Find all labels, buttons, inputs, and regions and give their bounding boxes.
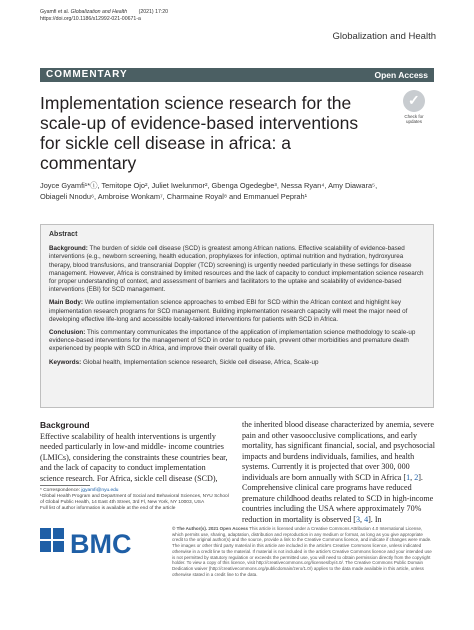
abstract-conclusion-label: Conclusion: xyxy=(49,329,86,337)
correspondence-email[interactable]: jgyamfi@nyu.edu xyxy=(81,488,119,493)
abstract-background xyxy=(49,245,425,294)
abstract-box xyxy=(40,224,434,408)
check-updates-icon xyxy=(403,90,425,112)
license-notice xyxy=(172,526,434,577)
bmc-logo xyxy=(40,522,152,562)
body-left-text: Effective scalability of health interventions is urgently needed particularly in low-and middle- income countries (LMICs), considering the constraints these countries bear, and the lack of capacity to conduct implementation science research. For Africa, sickle cell disease (SCD), xyxy=(40,431,228,483)
body-left-column xyxy=(40,420,230,484)
affiliation: ¹Global Health Program and Department of Social and Behavioral Sciences, NYU School of Global Public Health, 14 East 4th Street, 3rd Fl, New York, NY 10003, USA xyxy=(40,494,229,505)
citation-authors: Gyamfi et al. xyxy=(40,9,70,15)
abstract-mainbody-label: Main Body: xyxy=(49,299,83,307)
footnote-divider xyxy=(40,485,90,486)
check-updates-line1: Check for xyxy=(404,114,424,119)
keywords-label: Keywords: xyxy=(49,358,82,366)
abstract-conclusion xyxy=(49,329,425,354)
citation-link-3[interactable]: 3 xyxy=(355,514,361,524)
journal-short: Globalization and Health xyxy=(70,9,128,15)
article-type-banner xyxy=(40,68,434,82)
check-for-updates-button[interactable] xyxy=(398,90,430,124)
license-text: This article is licensed under a Creative Commons Attribution 4.0 International License, which permits use, sharing, adaptation, distribution and reproduction in any medium or format, as long as you give appropriate credit to the original author(s) and the source, provide a link to the Creative Commons licence, and indicate if changes were made. The images or other third party material in this article are included in the article's Creative Commons licence, unless indicated otherwise in a credit line to the material. If material is not included in the article's Creative Commons licence and your intended use is not permitted by statutory regulation or exceeds the permitted use, you will need to obtain permission directly from the copyright holder. To view a copy of this licence, visit http://creativecommons.org/licenses/by/4.0/. The Creative Commons Public Domain Dedication waiver (http://creativecommons.org/publicdomain/zero/1.0/) applies to the data made available in this article, unless otherwise stated in a credit line to the data. xyxy=(172,526,432,577)
journal-name: Globalization and Health xyxy=(332,31,436,42)
body-right-sep-2: , xyxy=(360,514,365,524)
author-line-2: Obiageli Nnodu⁶, Ambroise Wonkam⁷, Charmaine Royal⁸ and Emmanuel Peprah¹ xyxy=(40,191,308,201)
abstract-background-label: Background: xyxy=(49,245,88,253)
abstract-keywords xyxy=(49,359,425,367)
license-open-access: Open Access xyxy=(219,526,249,531)
abstract-background-text: The burden of sickle cell disease (SCD) is greatest among African nations. Effective scalability of evidence-based interventions (e.g., newborn screening, health education, prophylaxes for infection, optimal nutrition and hydration, hydroxyurea therapy, blood transfusions, and transcranial Doppler (TCD) screening) is urgently needed particularly in these settings for disease management. However, Africa is constrained by limited resources and the lack of capacity to conduct implementation science research for proper understanding of context, and assessment of barriers and facilitators to the uptake and scalability of evidence-based interventions (EBI) for SCD management. xyxy=(49,245,424,294)
article-title: Implementation science research for the scale-up of evidence-based interventions for sickle cell disease in africa: a commentary xyxy=(40,93,359,173)
author-list xyxy=(40,181,434,202)
citation-link-1[interactable]: 1 xyxy=(406,472,411,482)
abstract-mainbody-text: We outline implementation science approaches to embed EBI for SCD within the African context and highlight key implementation research programs for SCD management. Building implementation research capacity will meet the major need of developing effective life-long and accessible locally-tailored interventions for patients with SCD in Africa. xyxy=(49,299,408,323)
footnotes xyxy=(40,488,230,512)
running-header xyxy=(40,9,168,22)
body-right-sep-1: , xyxy=(410,472,415,482)
body-right-text-1: the inherited blood disease characterized by anemia, severe pain and other vasoocclusive complications, and early mortality, has significant financial, social, and psychosocial impacts and burdens individuals, families, and health systems. Currently it is projected that over 300, 000 individuals are born annually with SCD in Africa [ xyxy=(242,420,435,482)
abstract-main-body xyxy=(49,299,425,324)
abstract-conclusion-text: This commentary communicates the importance of the application of implementation science methodology to scale-up evidence-based interventions for the management of SCD in order to reduce pain, prevent other morbidities and premature death experienced by people with SCD in Africa, and improve their overall quality of life. xyxy=(49,329,416,353)
keywords-text: Global health, Implementation science research, Sickle cell disease, Africa, Scale-up xyxy=(82,358,319,366)
background-heading: Background xyxy=(40,420,90,430)
article-type-label: COMMENTARY xyxy=(46,69,128,80)
check-updates-line2: updates xyxy=(405,119,422,124)
body-right-column xyxy=(242,420,436,525)
open-access-badge: Open Access xyxy=(374,70,428,80)
license-copyright: © The Author(s). 2021 xyxy=(172,526,219,531)
correspondence-prefix: * Correspondence: xyxy=(40,488,80,493)
year-article: (2021) 17:20 xyxy=(138,9,169,15)
doi-link[interactable]: https://doi.org/10.1186/s12992-021-00671-a xyxy=(40,15,141,22)
body-right-text-3: ]. In xyxy=(368,514,382,524)
citation-link-4[interactable]: 4 xyxy=(364,514,369,524)
author-info-note: Full list of author information is available at the end of the article xyxy=(40,506,176,511)
citation-link-2[interactable]: 2 xyxy=(414,472,419,482)
abstract-heading: Abstract xyxy=(49,231,78,238)
body-right-text-2: ]. Comprehensive clinical care programs have reduced premature childhood deaths related to SCD in high-income countries including the USA where approximately 70% reduction in mortality is observed [ xyxy=(242,472,434,524)
bmc-logo-text: BMC xyxy=(70,529,132,559)
author-line-1: Joyce Gyamfi¹*ⓘ, Temitope Ojo², Juliet Iwelunmor², Gbenga Ogedegbe³, Nessa Ryan⁴, Amy Diawara⁵, xyxy=(40,181,378,190)
